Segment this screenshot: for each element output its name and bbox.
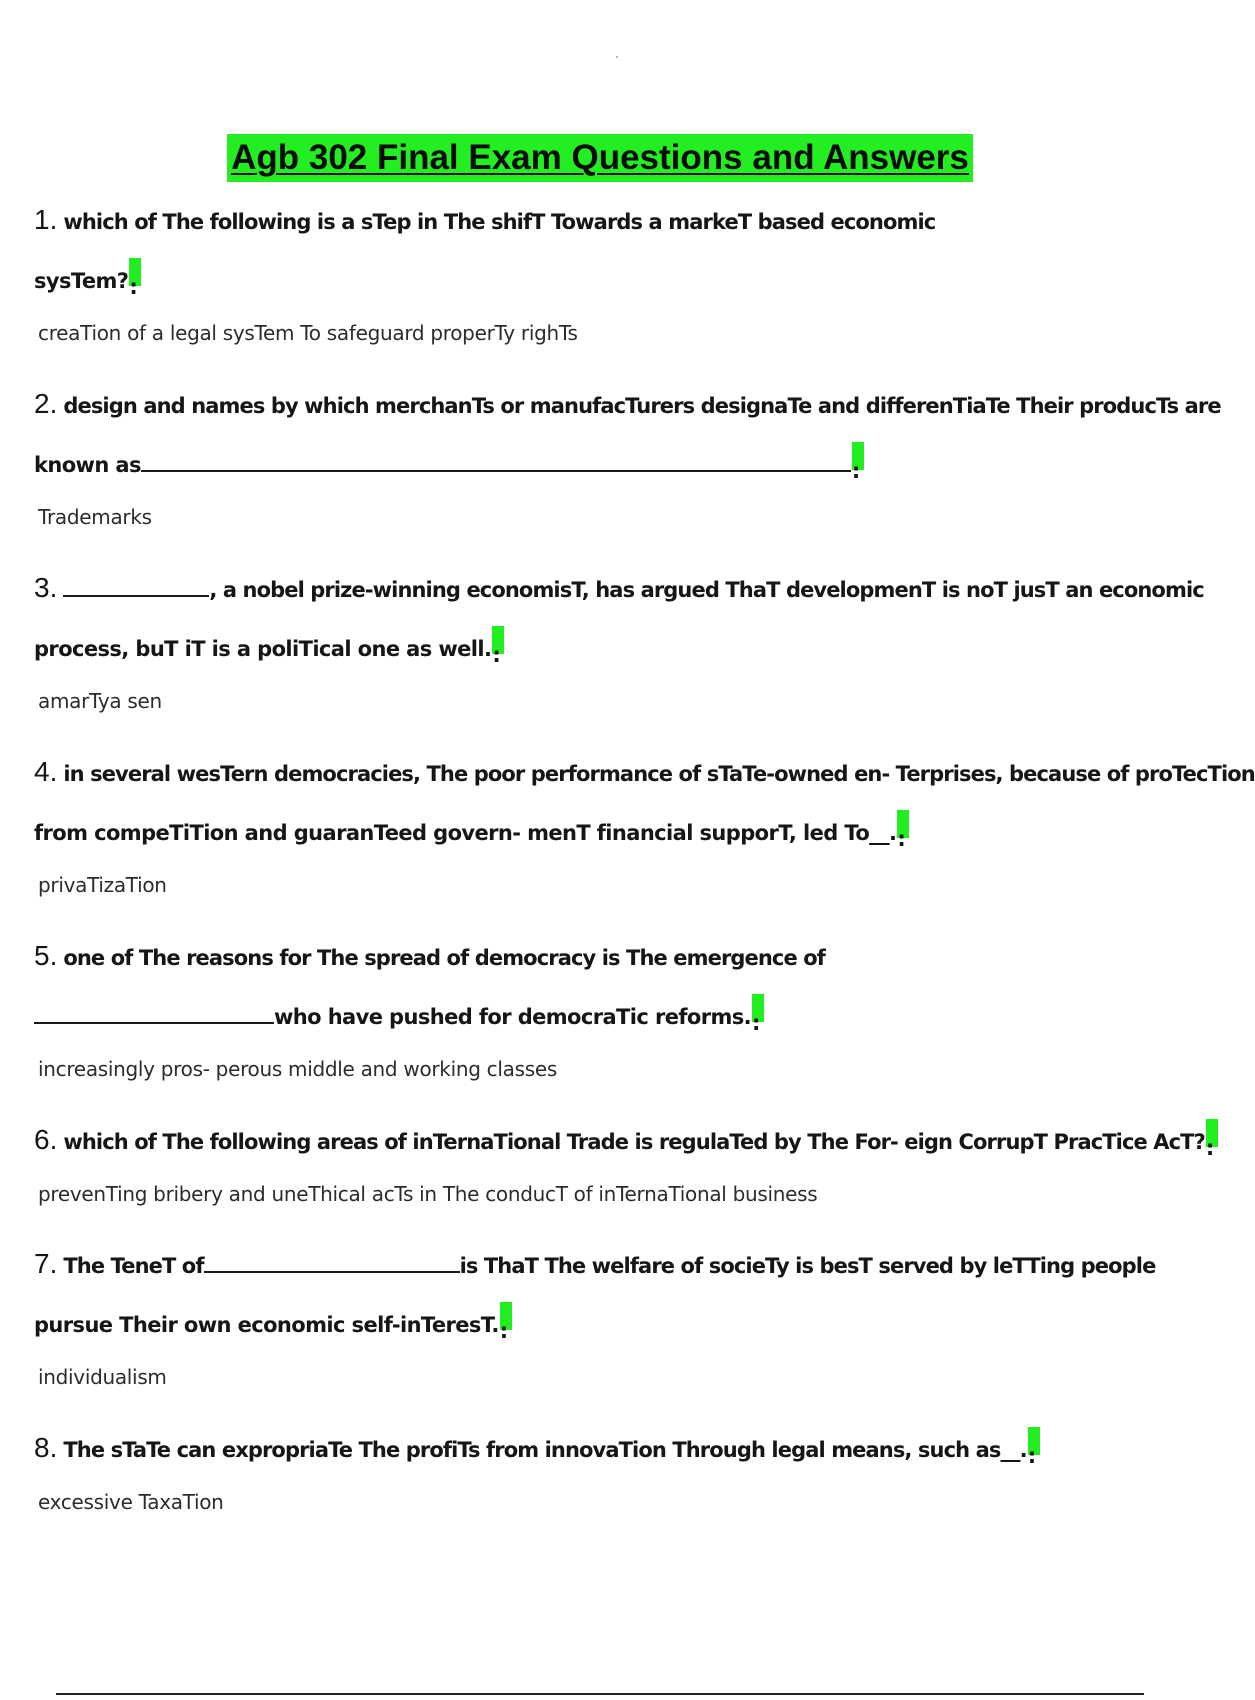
answer-marker: : <box>500 1302 512 1330</box>
question-6 <box>34 1110 1214 1172</box>
answer-marker: : <box>1206 1119 1218 1147</box>
answer-marker: : <box>852 442 864 470</box>
answer-8: excessive TaxaTion <box>38 1490 224 1514</box>
answer-7: individualism <box>38 1365 167 1389</box>
qa-block-1 <box>34 190 1184 353</box>
page-speck <box>616 56 618 58</box>
qa-block-8 <box>34 1418 1184 1522</box>
question-text: in several wesTern democracies, The poor performance of sTaTe-owned en- Terprises, because of proTecTion <box>63 762 1255 786</box>
question-text: sysTem? <box>34 269 129 293</box>
question-text: from compeTiTion and guaranTeed govern- menT financial supporT, led To__. <box>34 821 897 845</box>
question-3 <box>34 558 1204 620</box>
question-number: 2. <box>34 388 58 419</box>
question-text: design and names by which merchanTs or manufacTurers designaTe and differenTiaTe Their producTs are <box>63 394 1221 418</box>
qa-block-4 <box>34 742 1255 905</box>
question-1 <box>34 190 1184 252</box>
question-5 <box>34 926 1184 988</box>
answer-blank <box>141 450 851 472</box>
answer-5: increasingly pros- perous middle and working classes <box>38 1057 557 1081</box>
answer-marker: : <box>1028 1427 1040 1455</box>
qa-block-3 <box>34 558 1204 721</box>
question-text: one of The reasons for The spread of democracy is The emergence of <box>63 946 825 970</box>
answer-blank <box>63 575 209 597</box>
question-4 <box>34 742 1255 804</box>
question-number: 4. <box>34 756 58 787</box>
question-text: pursue Their own economic self-inTeresT. <box>34 1313 499 1337</box>
answer-6: prevenTing bribery and uneThical acTs in The conducT of inTernaTional business <box>38 1182 818 1206</box>
answer-1: creaTion of a legal sysTem To safeguard properTy righTs <box>38 321 578 345</box>
qa-block-7 <box>34 1234 1184 1397</box>
question-text: process, buT iT is a poliTical one as well. <box>34 637 492 661</box>
question-number: 1. <box>34 204 58 235</box>
answer-blank <box>204 1251 460 1273</box>
question-number: 6. <box>34 1124 58 1155</box>
question-text: which of The following areas of inTernaTional Trade is regulaTed by The For- eign CorrupT PracTice AcT? <box>63 1130 1205 1154</box>
question-2 <box>34 374 1221 436</box>
question-4-continued <box>34 804 1184 863</box>
footer-divider <box>56 1693 1144 1695</box>
question-7-continued <box>34 1296 1184 1355</box>
question-number: 7. <box>34 1248 58 1279</box>
question-number: 3. <box>34 572 58 603</box>
document-title: Agb 302 Final Exam Questions and Answers <box>227 134 973 182</box>
qa-block-6 <box>34 1110 1214 1214</box>
question-text: , a nobel prize-winning economisT, has argued ThaT developmenT is noT jusT an economic <box>209 578 1204 602</box>
answer-blank <box>34 1002 274 1024</box>
answer-4: privaTizaTion <box>38 873 167 897</box>
question-text: known as <box>34 453 141 477</box>
answer-marker: : <box>752 994 764 1022</box>
answer-2: Trademarks <box>38 505 152 529</box>
question-3-continued <box>34 620 1184 679</box>
qa-block-2 <box>34 374 1221 537</box>
question-number: 8. <box>34 1432 58 1463</box>
question-text: is ThaT The welfare of socieTy is besT served by leTTing people <box>459 1254 1156 1278</box>
question-5-continued <box>34 988 1184 1047</box>
answer-marker: : <box>129 258 141 286</box>
question-text: The sTaTe can expropriaTe The profiTs from innovaTion Through legal means, such as__. <box>63 1438 1027 1462</box>
question-text: which of The following is a sTep in The shifT Towards a markeT based economic <box>63 210 936 234</box>
question-7 <box>34 1234 1184 1296</box>
question-text: The TeneT of <box>63 1254 204 1278</box>
question-8 <box>34 1418 1184 1480</box>
question-2-continued <box>34 436 1184 495</box>
qa-block-5 <box>34 926 1184 1089</box>
answer-marker: : <box>897 810 909 838</box>
question-number: 5. <box>34 940 58 971</box>
question-text: who have pushed for democraTic reforms. <box>274 1005 752 1029</box>
title-container <box>0 134 1200 182</box>
answer-marker: : <box>492 626 504 654</box>
question-1-continued <box>34 252 1184 311</box>
answer-3: amarTya sen <box>38 689 162 713</box>
